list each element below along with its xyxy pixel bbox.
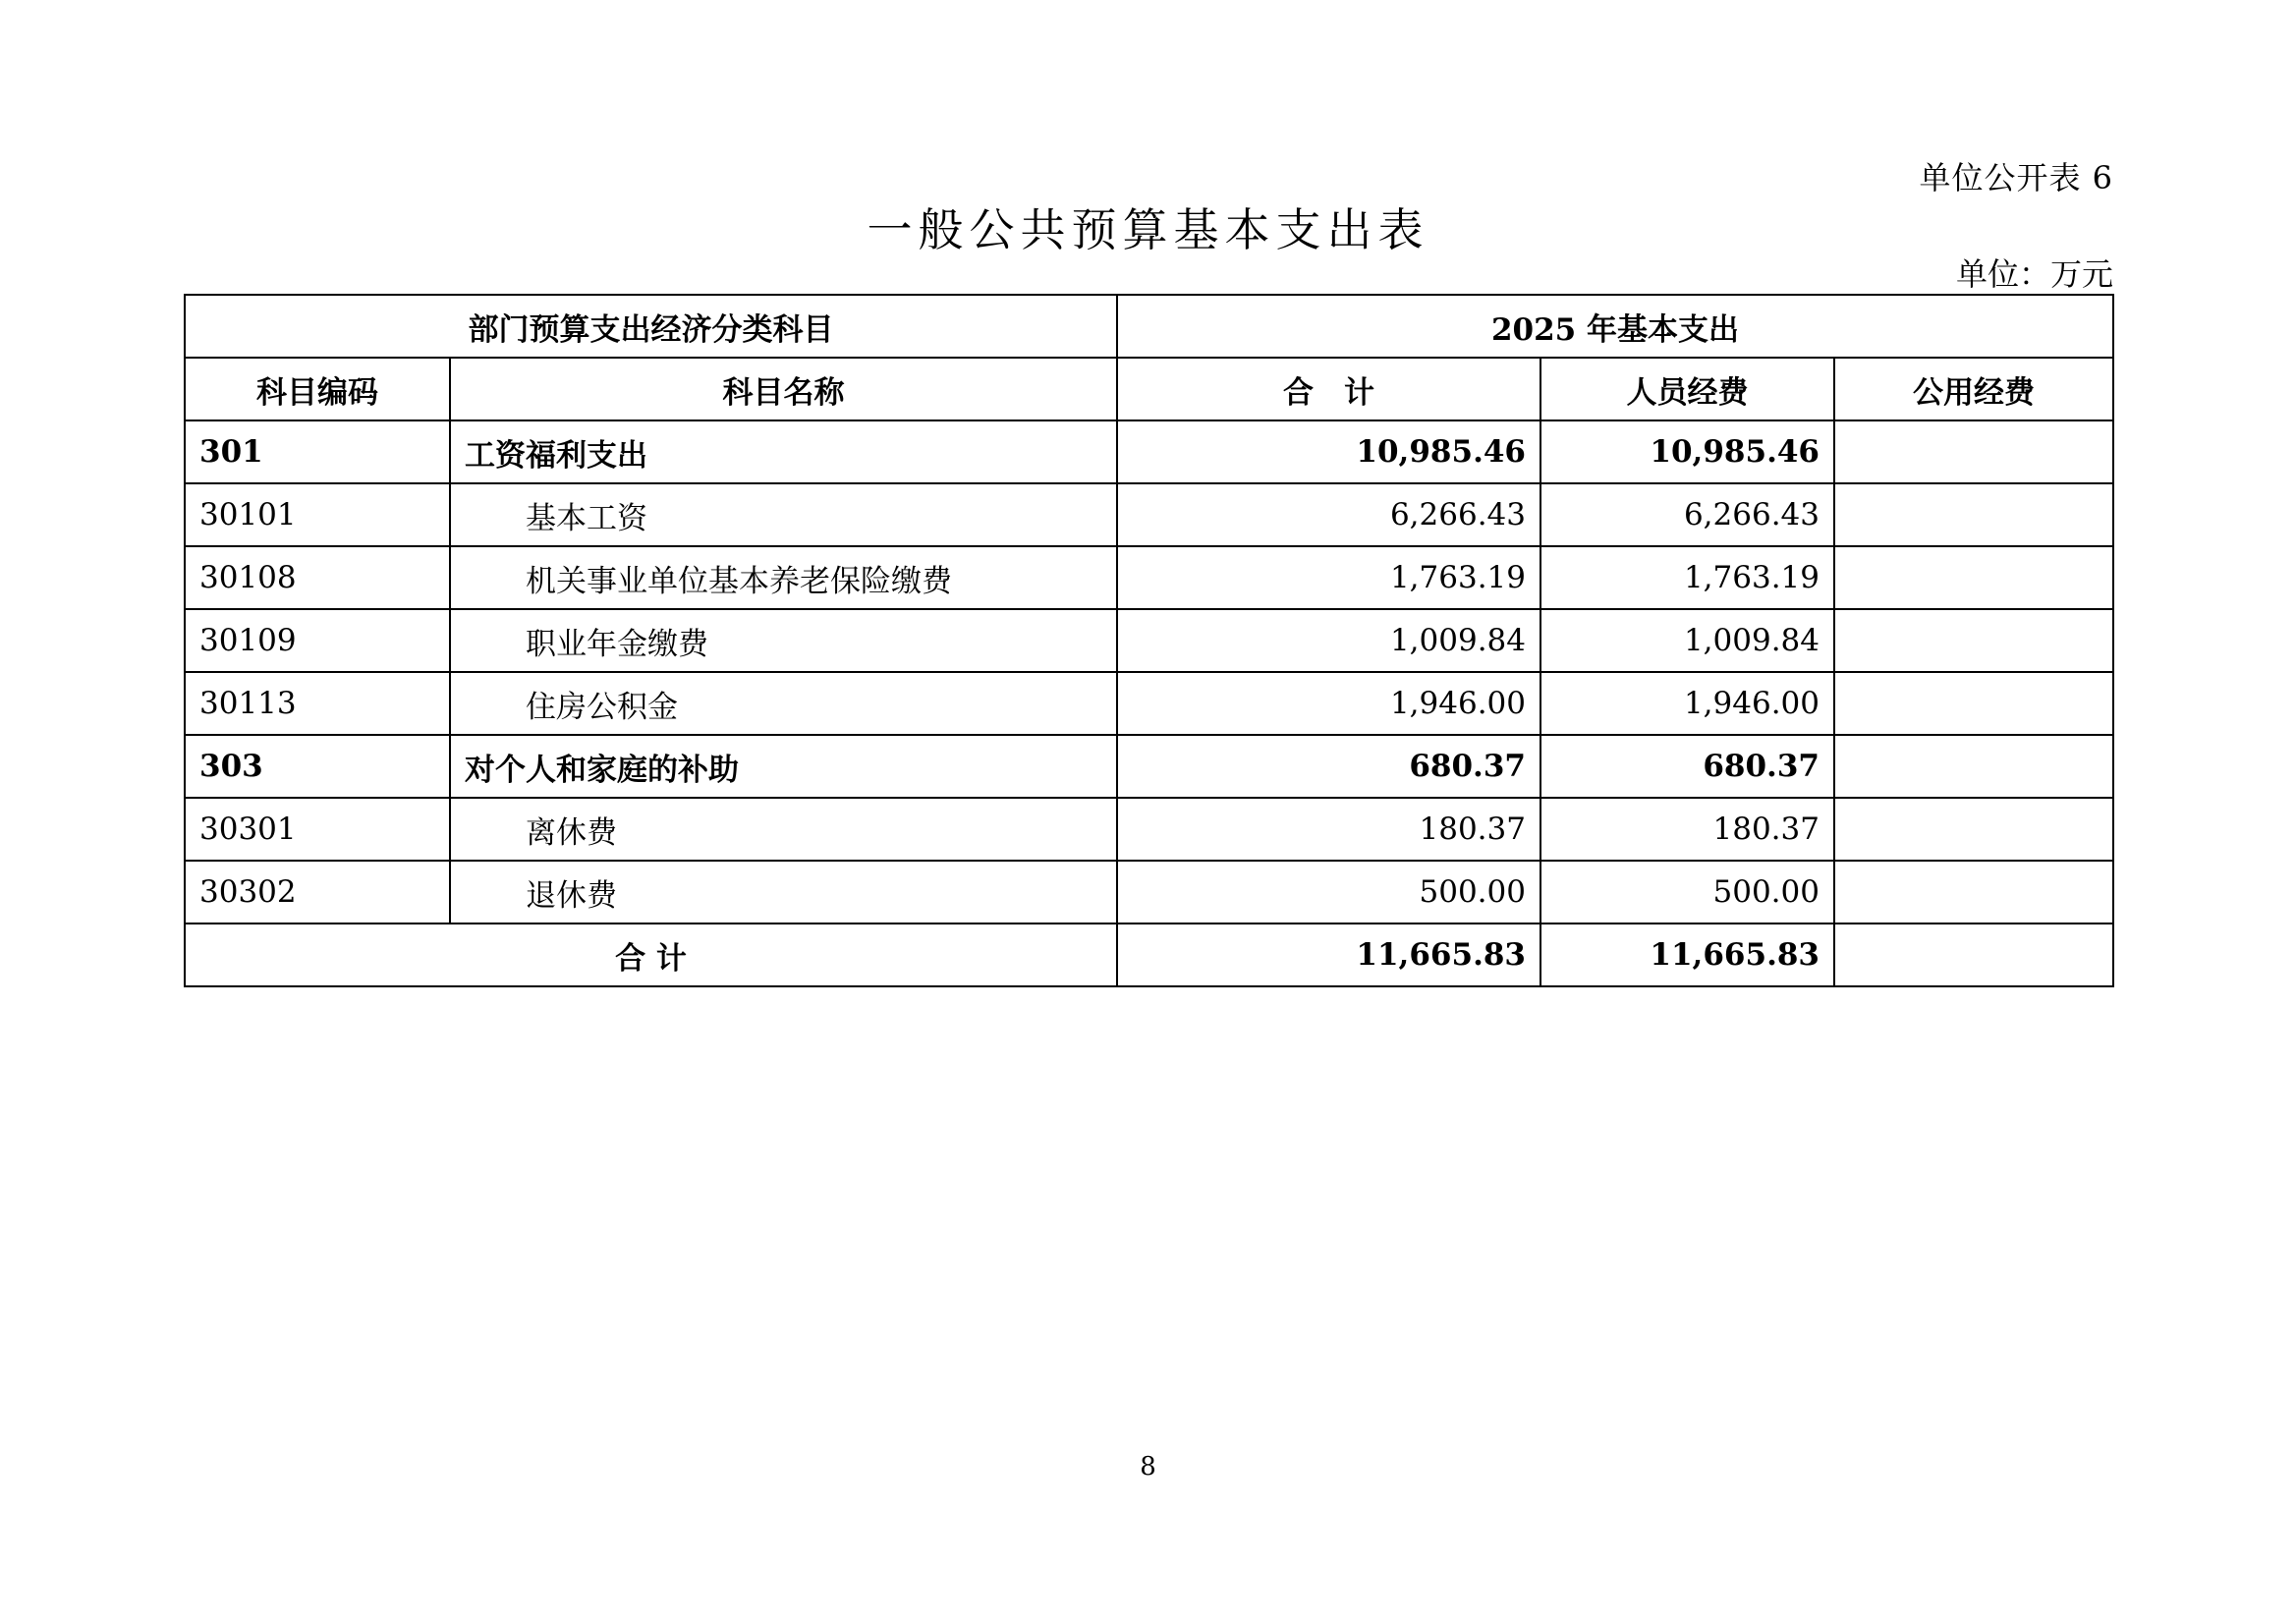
header-row-group (185, 295, 2113, 358)
cell-personnel: 1,009.84 (1540, 609, 1834, 672)
page-title: 一般公共预算基本支出表 (867, 203, 1429, 256)
table-row (185, 861, 2113, 923)
cell-name: 工资福利支出 (450, 420, 1117, 483)
table-row (185, 672, 2113, 735)
cell-personnel: 6,266.43 (1540, 483, 1834, 546)
cell-total: 500.00 (1117, 861, 1540, 923)
cell-total: 1,946.00 (1117, 672, 1540, 735)
cell-public (1834, 546, 2113, 609)
cell-total: 10,985.46 (1117, 420, 1540, 483)
summary-public (1834, 923, 2113, 986)
cell-public (1834, 609, 2113, 672)
cell-total: 1,763.19 (1117, 546, 1540, 609)
cell-name: 对个人和家庭的补助 (450, 735, 1117, 798)
cell-public (1834, 420, 2113, 483)
header-total: 合 计 (1117, 358, 1540, 420)
header-public: 公用经费 (1834, 358, 2113, 420)
cell-personnel: 1,763.19 (1540, 546, 1834, 609)
cell-name: 职业年金缴费 (450, 609, 1117, 672)
table-row (185, 609, 2113, 672)
budget-table (184, 294, 2114, 987)
cell-total: 6,266.43 (1117, 483, 1540, 546)
summary-row (185, 923, 2113, 986)
cell-public (1834, 861, 2113, 923)
cell-name: 机关事业单位基本养老保险缴费 (450, 546, 1117, 609)
cell-personnel: 1,946.00 (1540, 672, 1834, 735)
cell-total: 180.37 (1117, 798, 1540, 861)
header-row-columns (185, 358, 2113, 420)
table-row (185, 420, 2113, 483)
header-code: 科目编码 (185, 358, 450, 420)
table-row (185, 546, 2113, 609)
cell-code: 30109 (185, 609, 450, 672)
header-2025-basic-expenditure: 2025 年基本支出 (1117, 295, 2113, 358)
unit-label: 单位：万元 (1955, 255, 2113, 293)
cell-total: 1,009.84 (1117, 609, 1540, 672)
cell-code: 30302 (185, 861, 450, 923)
cell-personnel: 10,985.46 (1540, 420, 1834, 483)
cell-code: 303 (185, 735, 450, 798)
page-number: 8 (1140, 1452, 1156, 1482)
header-personnel: 人员经费 (1540, 358, 1834, 420)
cell-public (1834, 798, 2113, 861)
table-row (185, 798, 2113, 861)
cell-name: 住房公积金 (450, 672, 1117, 735)
cell-name: 退休费 (450, 861, 1117, 923)
summary-label: 合 计 (185, 923, 1117, 986)
table-row (185, 483, 2113, 546)
cell-code: 30108 (185, 546, 450, 609)
header-name: 科目名称 (450, 358, 1117, 420)
cell-public (1834, 483, 2113, 546)
cell-personnel: 500.00 (1540, 861, 1834, 923)
cell-name: 基本工资 (450, 483, 1117, 546)
cell-code: 30301 (185, 798, 450, 861)
cell-public (1834, 672, 2113, 735)
cell-code: 30101 (185, 483, 450, 546)
cell-personnel: 680.37 (1540, 735, 1834, 798)
summary-personnel: 11,665.83 (1540, 923, 1834, 986)
cell-code: 301 (185, 420, 450, 483)
cell-public (1834, 735, 2113, 798)
cell-personnel: 180.37 (1540, 798, 1834, 861)
table-number-label: 单位公开表 6 (1919, 159, 2113, 196)
cell-total: 680.37 (1117, 735, 1540, 798)
cell-code: 30113 (185, 672, 450, 735)
table-row (185, 735, 2113, 798)
header-classification: 部门预算支出经济分类科目 (185, 295, 1117, 358)
cell-name: 离休费 (450, 798, 1117, 861)
summary-total: 11,665.83 (1117, 923, 1540, 986)
